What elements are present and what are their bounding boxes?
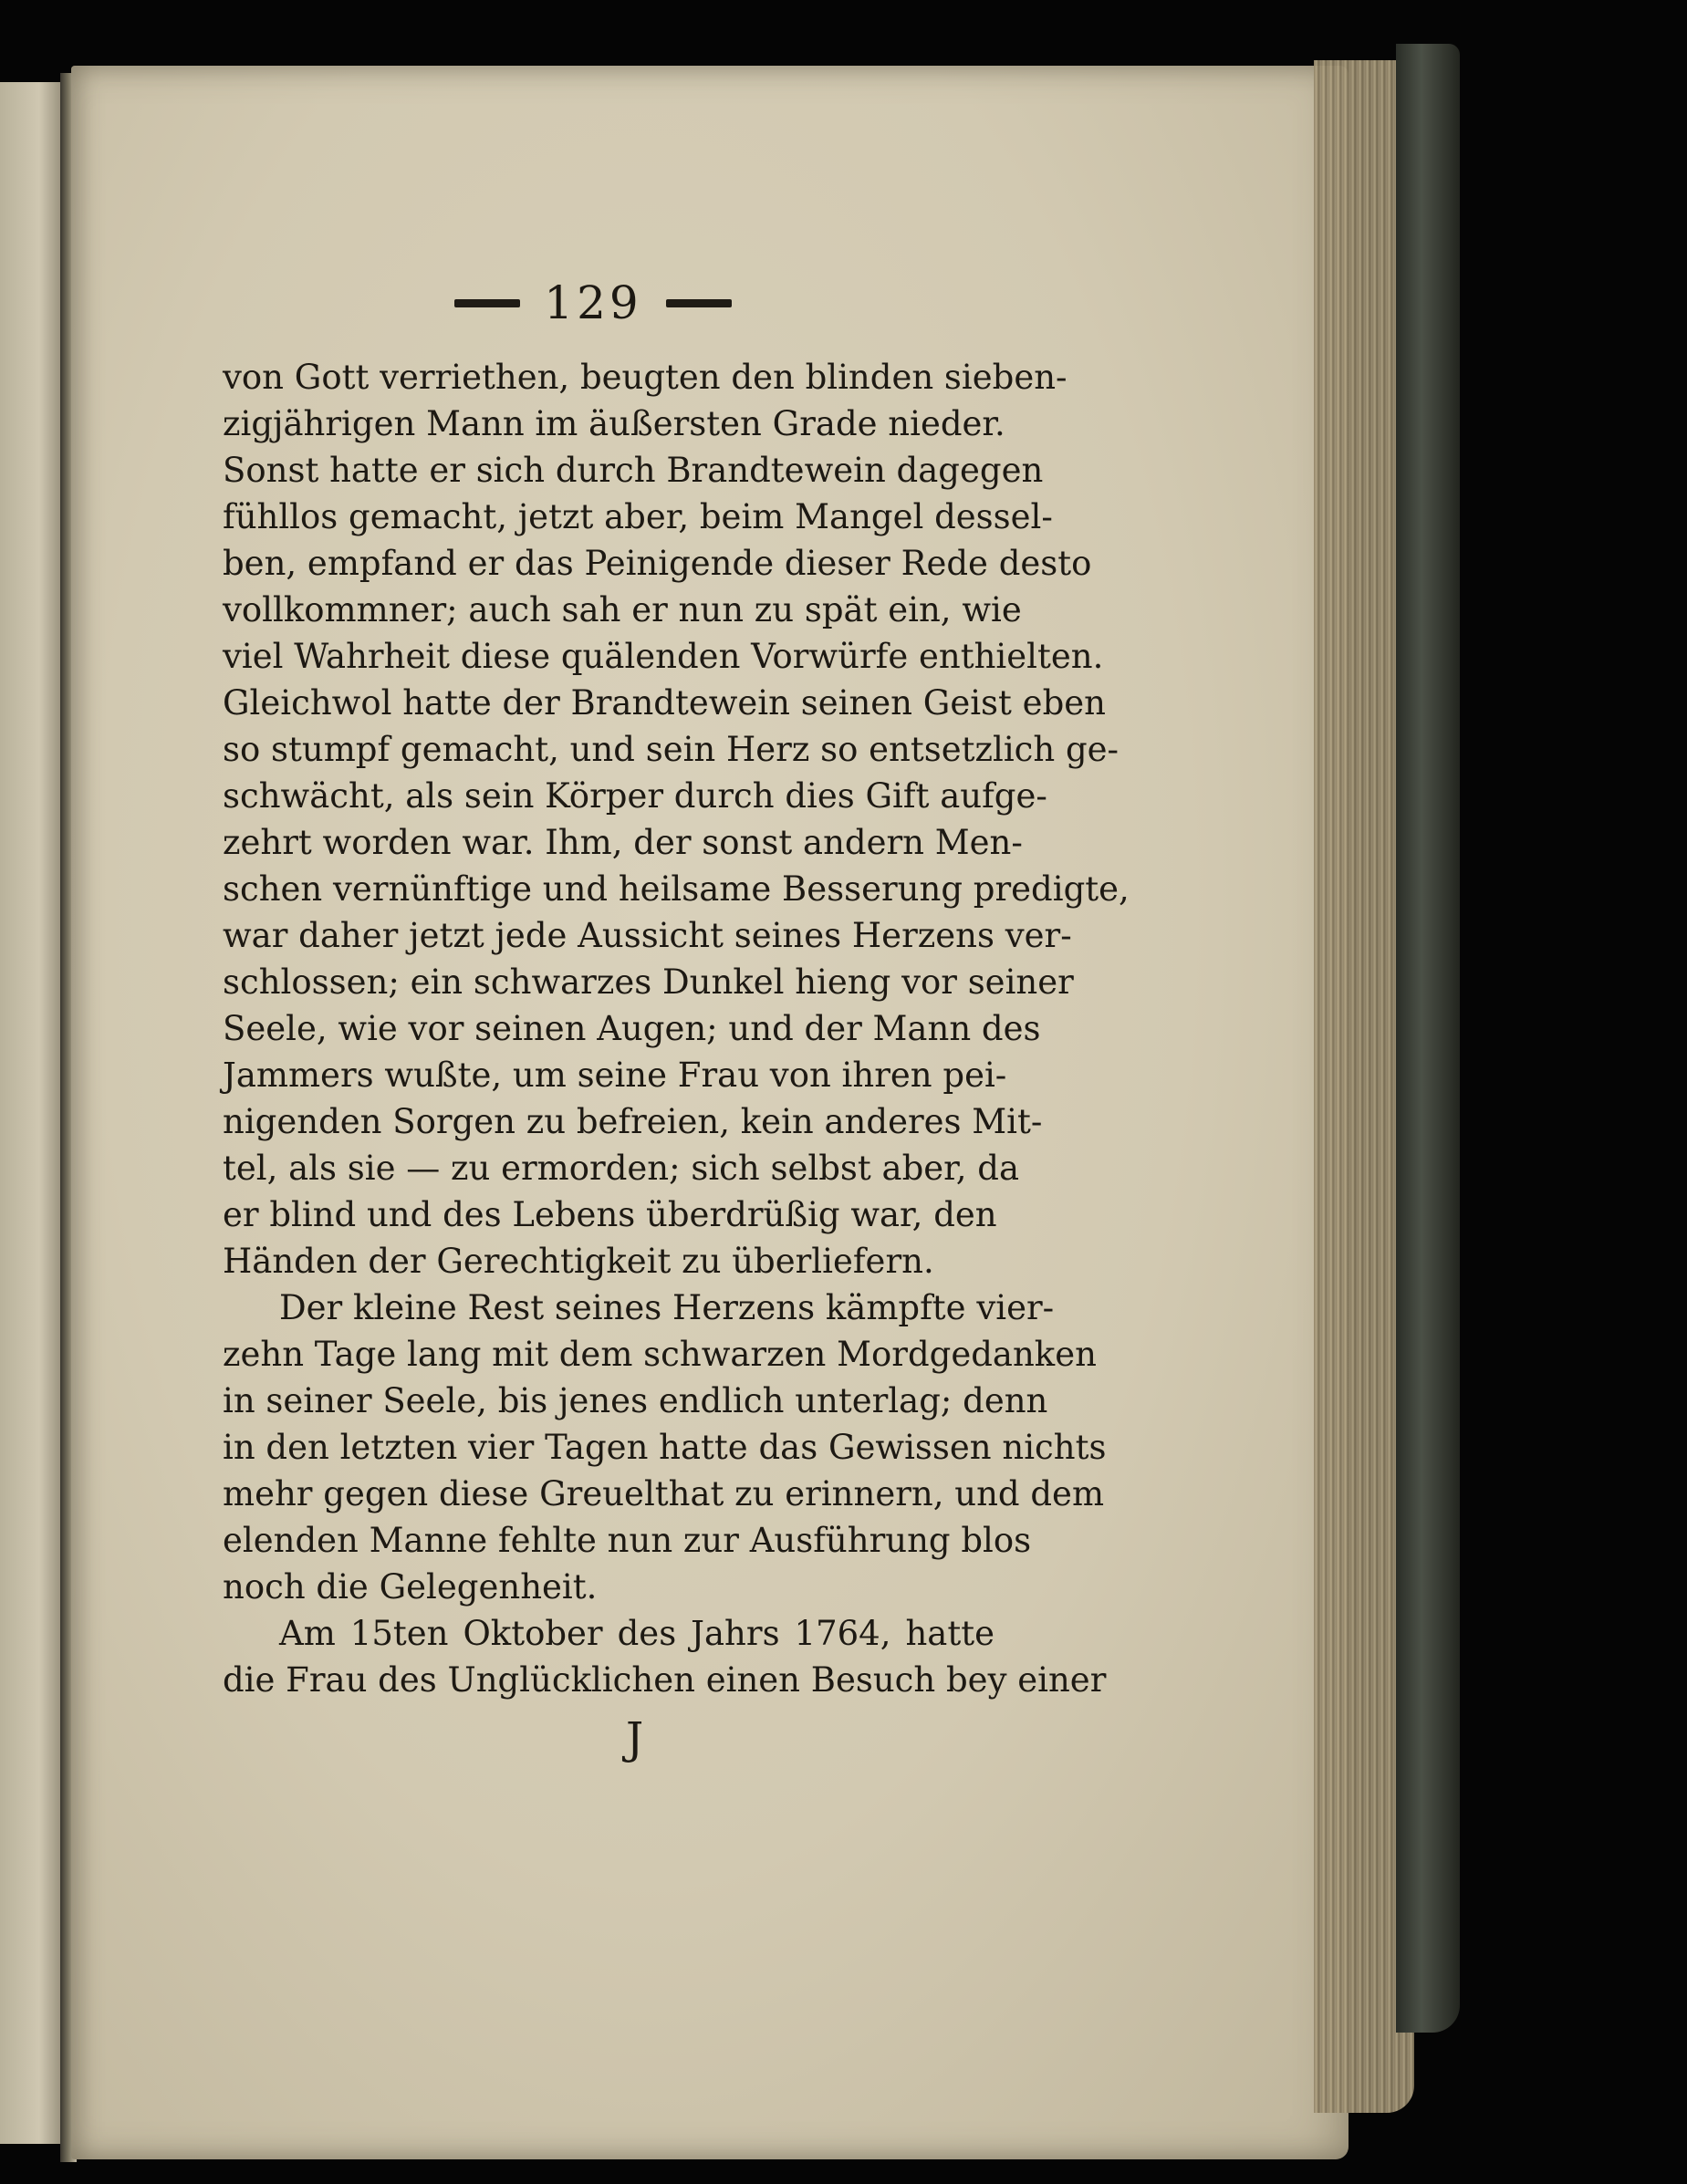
text-line: nigenden Sorgen zu befreien, kein anderes Mit- [223,1102,1043,1141]
text-line: in seiner Seele, bis jenes endlich unterlag; denn [223,1381,1048,1420]
text-line: die Frau des Unglücklichen einen Besuch bey einer [223,1660,1107,1700]
text-line: schwächt, als sein Körper durch dies Gift aufge- [223,776,1047,816]
text-line: Händen der Gerechtigkeit zu überliefern. [223,1242,934,1281]
text-line: war daher jetzt jede Aussicht seines Herzens ver- [223,916,1072,955]
text-line: schlossen; ein schwarzes Dunkel hieng vor seiner [223,962,1074,1002]
text-line: elenden Manne fehlte nun zur Ausführung blos [223,1521,1032,1560]
text-line: noch die Gelegenheit. [223,1567,598,1607]
text-line: mehr gegen diese Greuelthat zu erinnern, und dem [223,1474,1105,1513]
text-line: zehn Tage lang mit dem schwarzen Mordgedanken [223,1335,1097,1374]
text-line: schen vernünftige und heilsame Besserung predigte, [223,869,1130,909]
text-line: Gleichwol hatte der Brandtewein seinen Geist eben [223,683,1106,723]
text-line: ben, empfand er das Peinigende dieser Rede desto [223,544,1092,583]
text-line: in den letzten vier Tagen hatte das Gewissen nichts [223,1428,1107,1467]
text-line: zigjährigen Mann im äußersten Grade nieder. [223,404,1005,443]
text-line: Sonst hatte er sich durch Brandtewein dagegen [223,451,1044,490]
text-line: fühllos gemacht, jetzt aber, beim Mangel dessel- [223,497,1053,536]
book-cover-board [1396,44,1460,2033]
paragraph-first-line: Der kleine Rest seines Herzens kämpfte vier- [279,1288,1055,1327]
text-line: von Gott verriethen, beugten den blinden sieben- [223,358,1067,397]
text-line: Jammers wußte, um seine Frau von ihren pei- [223,1056,1007,1095]
text-line: so stumpf gemacht, und sein Herz so entsetzlich ge- [223,730,1119,769]
text-line: tel, als sie — zu ermorden; sich selbst aber, da [223,1149,1020,1188]
signature-mark: J [626,1713,644,1764]
text-line: zehrt worden war. Ihm, der sonst andern Men- [223,823,1023,862]
left-page-edge [0,82,66,2144]
text-line: viel Wahrheit diese quälenden Vorwürfe enthielten. [223,637,1104,676]
text-line: er blind und des Lebens überdrüßig war, den [223,1195,997,1234]
text-line: Seele, wie vor seinen Augen; und der Mann des [223,1009,1041,1048]
body-text [223,354,1130,1703]
text-line: vollkommner; auch sah er nun zu spät ein, wie [223,590,1022,629]
page-header [447,276,739,330]
header-rule-left [454,299,520,307]
page-number: 129 [544,276,642,329]
paragraph-first-line: Am 15ten Oktober des Jahrs 1764, hatte [279,1614,994,1653]
header-rule-right [666,299,732,307]
